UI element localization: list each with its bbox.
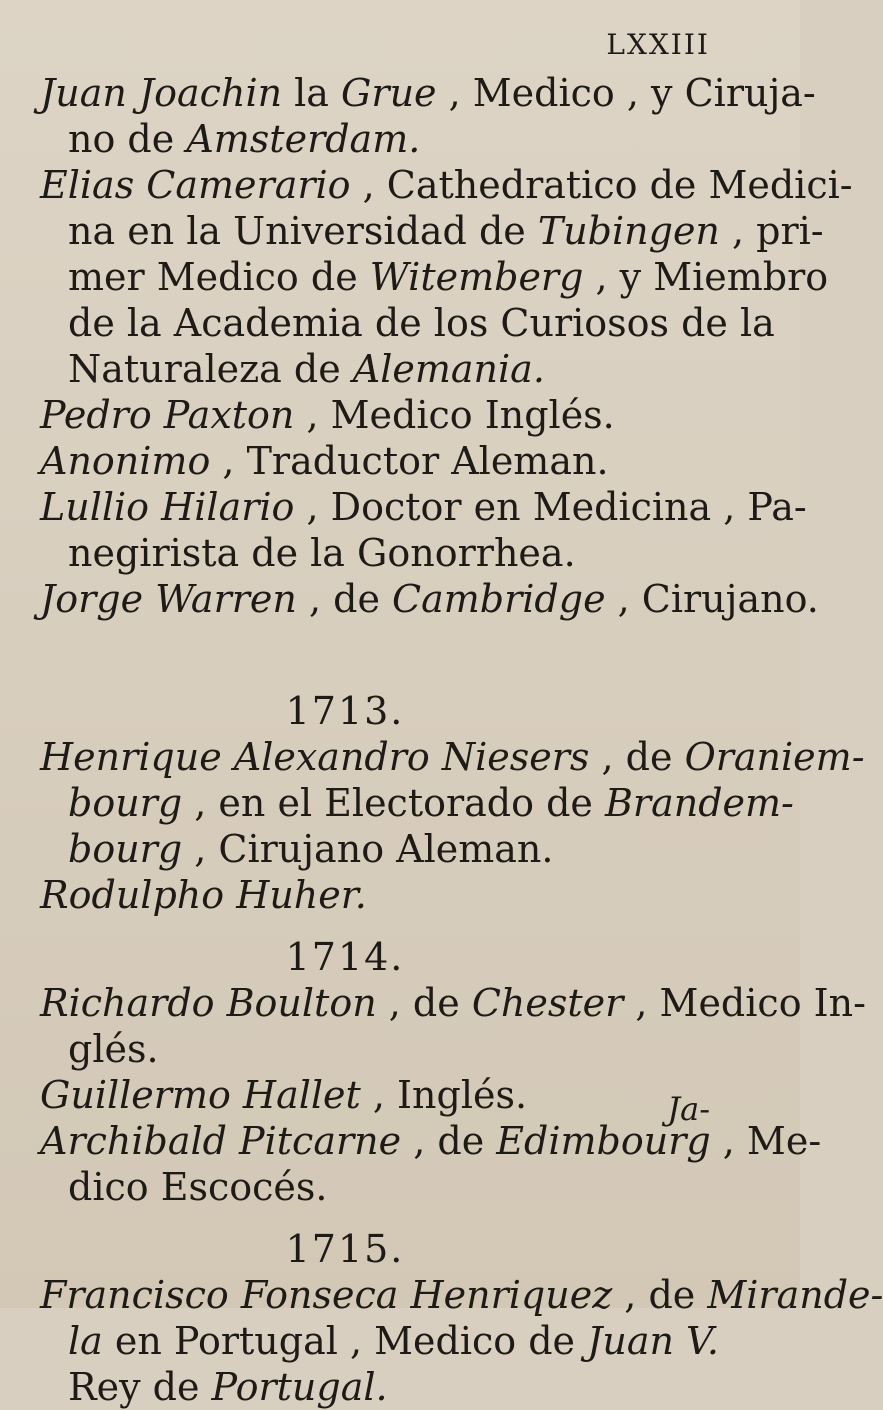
roman-span: , Medico Inglés. bbox=[294, 393, 615, 437]
entry-list bbox=[40, 70, 883, 1410]
italic-span: bourg bbox=[68, 781, 183, 825]
text-line bbox=[40, 530, 770, 576]
roman-span: , Doctor en Medicina , Pa- bbox=[294, 485, 807, 529]
italic-span: bourg bbox=[68, 827, 183, 871]
roman-span: , de bbox=[296, 577, 393, 621]
year-heading: 1713. bbox=[285, 689, 405, 733]
year-heading: 1715. bbox=[285, 1227, 405, 1271]
italic-span: Chester bbox=[471, 981, 624, 1025]
section-gap bbox=[40, 622, 770, 672]
text-line bbox=[40, 1072, 770, 1118]
text-line bbox=[40, 392, 770, 438]
roman-span: , Medico In- bbox=[623, 981, 866, 1025]
italic-span: Witemberg bbox=[369, 255, 584, 299]
text-line bbox=[40, 1026, 770, 1072]
roman-span: , en el Electorado de bbox=[182, 781, 605, 825]
roman-span: , de bbox=[376, 981, 472, 1025]
roman-span: , de bbox=[612, 1273, 708, 1317]
roman-span: no de bbox=[68, 117, 187, 161]
text-line bbox=[40, 1272, 883, 1318]
roman-span: , Traductor Aleman. bbox=[210, 439, 609, 483]
text-line bbox=[40, 1118, 822, 1164]
italic-span: Archibald Pitcarne bbox=[40, 1119, 402, 1163]
italic-span: la bbox=[68, 1319, 103, 1363]
roman-span: , Cirujano Aleman. bbox=[182, 827, 554, 871]
italic-span: Henrique Alexandro Niesers bbox=[40, 735, 590, 779]
roman-span: , Medico , y Ciruja- bbox=[436, 71, 816, 115]
roman-span: de la Academia de los Curiosos de la bbox=[68, 301, 775, 345]
italic-span: Tubingen bbox=[537, 209, 720, 253]
roman-span: , Cirujano. bbox=[605, 577, 819, 621]
text-line bbox=[40, 300, 775, 346]
roman-span: dico Escocés. bbox=[68, 1165, 328, 1209]
roman-span: , Inglés. bbox=[360, 1073, 528, 1117]
text-line bbox=[40, 70, 816, 116]
italic-span: Anonimo bbox=[40, 439, 211, 483]
text-line bbox=[40, 872, 770, 918]
roman-span: , pri- bbox=[719, 209, 824, 253]
roman-span: na en la Universidad de bbox=[68, 209, 538, 253]
text-line bbox=[40, 576, 819, 622]
italic-span: Grue bbox=[341, 71, 437, 115]
text-line bbox=[40, 254, 829, 300]
text-line bbox=[40, 116, 770, 162]
text-line bbox=[40, 1318, 770, 1364]
text-line bbox=[40, 484, 807, 530]
roman-span: , Cathedratico de Medici- bbox=[350, 163, 853, 207]
roman-span: , y Miembro bbox=[583, 255, 829, 299]
roman-span: , de bbox=[401, 1119, 497, 1163]
text-line bbox=[40, 734, 865, 780]
roman-span: Naturaleza de bbox=[68, 347, 353, 391]
italic-span: Guillermo Hallet bbox=[40, 1073, 361, 1117]
roman-span: mer Medico de bbox=[68, 255, 370, 299]
roman-span: , Me- bbox=[710, 1119, 822, 1163]
italic-span: Richardo Boulton bbox=[40, 981, 377, 1025]
text-line bbox=[40, 1164, 770, 1210]
italic-span: Pedro Paxton bbox=[40, 393, 295, 437]
page-number: LXXIII bbox=[606, 28, 710, 61]
text-line bbox=[40, 1364, 770, 1410]
text-line bbox=[40, 438, 770, 484]
roman-span: glés. bbox=[68, 1027, 159, 1071]
italic-span: Brandem- bbox=[604, 781, 794, 825]
italic-span: Portugal. bbox=[211, 1365, 388, 1409]
roman-span: negirista de la Gonorrhea. bbox=[68, 531, 576, 575]
year-heading: 1714. bbox=[285, 935, 405, 979]
italic-span: Francisco Fonseca Henriquez bbox=[40, 1273, 613, 1317]
text-line bbox=[40, 208, 824, 254]
italic-span: Oraniem- bbox=[684, 735, 865, 779]
italic-span: Alemania. bbox=[352, 347, 545, 391]
text-line bbox=[40, 826, 770, 872]
italic-span: Cambridge bbox=[392, 577, 606, 621]
text-line bbox=[40, 980, 866, 1026]
italic-span: Juan Joachin bbox=[40, 71, 283, 115]
roman-span: la bbox=[282, 71, 342, 115]
roman-span: en Portugal , Medico de bbox=[102, 1319, 588, 1363]
italic-span: Elias Camerario bbox=[40, 163, 351, 207]
italic-span: Rodulpho Huher. bbox=[40, 873, 367, 917]
roman-span: , de bbox=[589, 735, 685, 779]
italic-span: Edimbourg bbox=[496, 1119, 711, 1163]
italic-span: Mirande- bbox=[707, 1273, 883, 1317]
roman-span: Rey de bbox=[68, 1365, 212, 1409]
text-line bbox=[40, 780, 794, 826]
italic-span: Lullio Hilario bbox=[40, 485, 295, 529]
text-line bbox=[40, 346, 770, 392]
italic-span: Juan V. bbox=[587, 1319, 719, 1363]
text-line bbox=[40, 162, 853, 208]
italic-span: Amsterdam. bbox=[186, 117, 421, 161]
catchword: Ja- bbox=[667, 1090, 710, 1128]
italic-span: Jorge Warren bbox=[40, 577, 297, 621]
